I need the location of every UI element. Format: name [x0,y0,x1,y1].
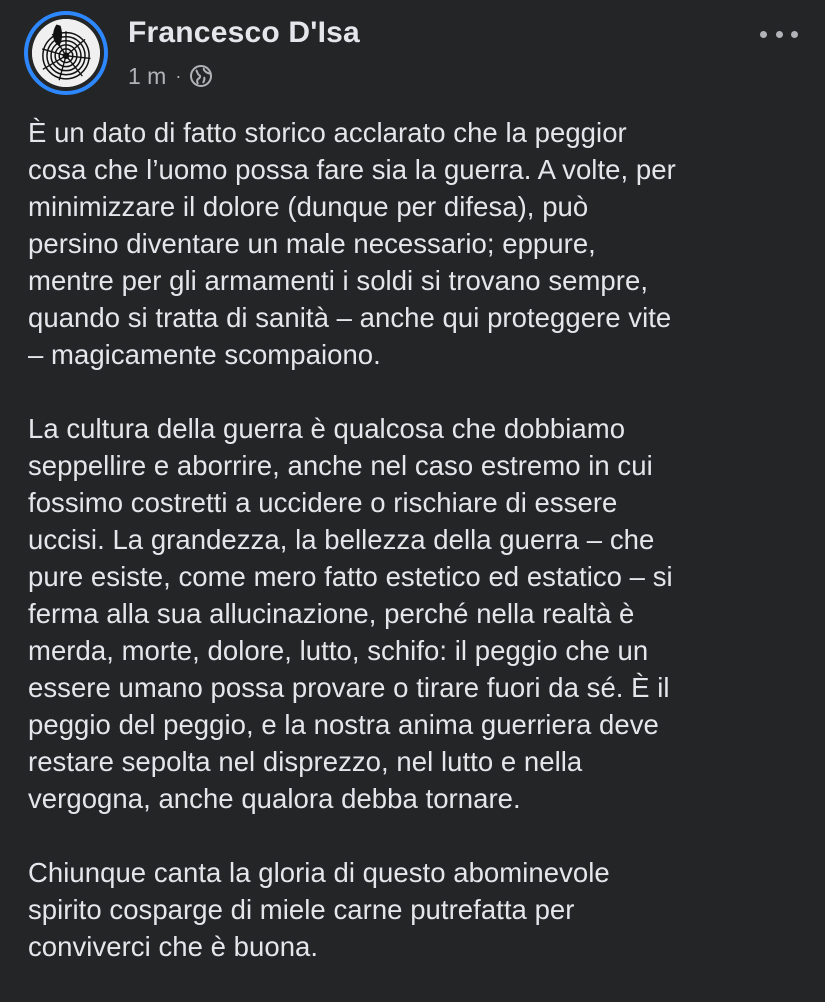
avatar[interactable] [24,11,108,95]
post-paragraph-3: Chiunque canta la gloria di questo abominevole spirito cosparge di miele carne putrefatta per conviverci che è buona. [28,857,610,962]
post-body [28,114,808,1002]
more-dot [760,31,767,38]
globe-icon[interactable] [189,64,213,88]
post-time[interactable]: 1 m [128,62,167,89]
avatar-image [32,19,100,87]
post-paragraph-1: È un dato di fatto storico acclarato che la peggior cosa che l’uomo possa fare sia la guerra. A volte, per minimizzare il dolore (dunque per difesa), può persino diventare un male necessario; eppure, mentre per gli armamenti i soldi si trovano sempre, quando si tratta di sanità – anche qui proteggere vite – magicamente scompaiono. [28,117,676,370]
more-dot [776,31,783,38]
more-dot [791,31,798,38]
post-paragraph-2: La cultura della guerra è qualcosa che dobbiamo seppellire e aborrire, anche nel caso estremo in cui fossimo costretti a uccidere o rischiare di essere uccisi. La grandezza, la bellezza della guerra – che pure esiste, come mero fatto estetico ed estatico – si ferma alla sua allucinazione, perché nella realtà è merda, morte, dolore, lutto, schifo: il peggio che un essere umano possa provare o tirare fuori da sé. È il peggio del peggio, e la nostra anima guerriera deve restare sepolta nel disprezzo, nel lutto e nella vergogna, anche qualora debba tornare. [28,413,673,814]
meta-separator: · [175,65,182,86]
author-name[interactable]: Francesco D'Isa [128,16,360,49]
more-options-icon[interactable] [760,22,798,46]
post-meta [128,60,213,92]
post-header [0,0,825,110]
